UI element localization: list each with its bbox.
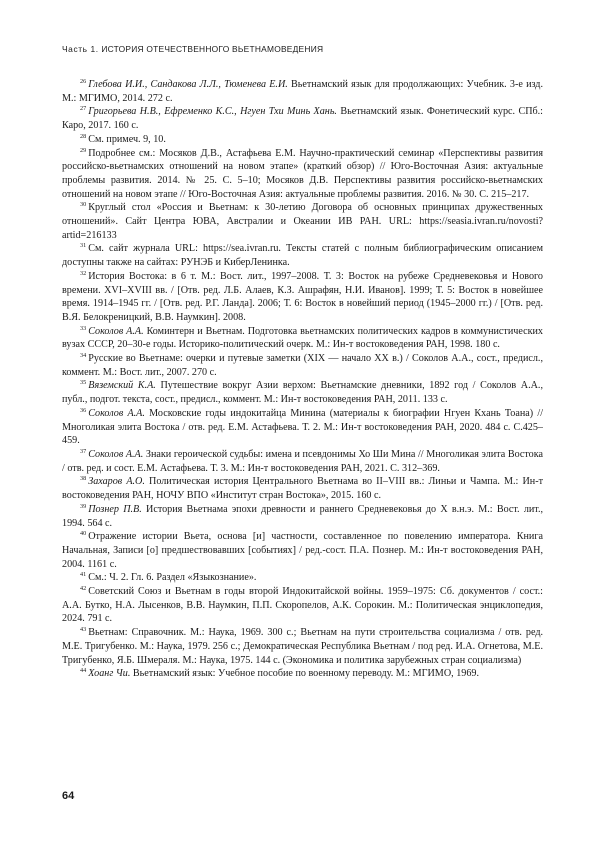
footnote-text: См.: Ч. 2. Гл. 6. Раздел «Языкознание».	[88, 572, 257, 584]
footnote-text: См. примеч. 9, 10.	[88, 133, 166, 145]
footnote	[62, 133, 543, 147]
footnote-number: 36	[80, 406, 87, 414]
footnote-author: Глебова И.И., Сандакова Л.Л., Тюменева Е.И.	[88, 79, 288, 90]
footnote-number: 43	[80, 626, 87, 634]
footnote	[62, 626, 543, 667]
footnote-author: Соколов А.А.	[88, 448, 144, 460]
footnote-author: Познер П.В.	[88, 503, 142, 515]
footnote-text: История Востока: в 6 т. М.: Вост. лит., 1997–2008. Т. 3: Восток на рубеже Средневековья и Нового времени. XVI–XVIII вв. / [Отв. ред. Л.Б. Алаев, К.З. Ашрафян, Н.И. Иванов]. 1999; Т. 5: Восток в новейшее время. 1914–1945 гг. / [Отв. ред. Р.Г. Ланда]. 2006; Т. 6: Восток в новейший период (1945–2000 гг.) / [Отв. ред. В.Я. Белокреницкий, В.В. Наумкин]. 2008.	[62, 270, 543, 323]
footnote-number: 33	[80, 324, 87, 332]
footnotes-list	[62, 78, 543, 681]
footnote-author: Захаров А.О.	[88, 476, 145, 488]
footnote	[62, 503, 543, 530]
footnote-number: 40	[80, 530, 87, 538]
footnote-number: 37	[80, 447, 87, 455]
footnote-text: История Вьетнама эпохи древности и раннего Средневековья до X в.н.э. М.: Вост. лит., 1994. 564 с.	[62, 503, 544, 529]
footnote-text: Русские во Вьетнаме: очерки и путевые заметки (XIX — начало XX в.) / Соколов А.А., сост., предисл., коммент. М.: Вост. лит., 2007. 270 с.	[62, 353, 543, 378]
footnote	[62, 585, 543, 626]
footnote-number: 31	[80, 242, 87, 250]
footnote-number: 41	[80, 571, 87, 579]
footnote-text: Круглый стол «Россия и Вьетнам: к 30-летию Договора об основных принципах дружественных отношений». Сайт Центра ЮВА, Австралии и Океании ИВ РАН. URL: https://seasia.ivran.ru/novosti?artid=216133	[62, 202, 543, 241]
footnote	[62, 270, 543, 325]
footnote-text: Вьетнамский язык: Учебное пособие по военному переводу. М.: МГИМО, 1969.	[132, 668, 479, 680]
footnote-number: 27	[80, 105, 87, 113]
footnote	[62, 325, 543, 352]
footnote	[62, 475, 543, 502]
footnote-text: Советский Союз и Вьетнам в годы второй Индокитайской войны. 1959–1975: Сб. документов / сост.: А.А. Бутко, Н.А. Лысенков, В.В. Наумкин, П.П. Скоропелов, А.К. Сорокин. М.: Политическая энциклопедия, 2024. 791 с.	[62, 586, 543, 625]
footnote-text: Отражение истории Вьета, основа [и] частности, составленное по повелению императора. Книга Начальная, Записи [о] предшествовавших [событиях] / ред.-сост. П.А. Познер. М.: Ин-т востоковедения РАН, 2004. 1161 с.	[62, 531, 543, 570]
footnote-number: 42	[80, 585, 87, 593]
footnote-text: Вьетнамский язык. Фонетический курс. СПб.: Каро, 2017. 160 с.	[62, 106, 544, 132]
footnote	[62, 407, 543, 448]
footnote-text: Вьетнам: Справочник. М.: Наука, 1969. 300 с.; Вьетнам на пути строительства социализма / отв. ред. М.Е. Тригубенко. М.: Наука, 1979. 256 с.; Демократическая Республика Вьетнам / под ред. И.А. Огнетова, М.Е. Тригубенко, Я.Б. Шмераля. М.: Наука, 1975. 144 с. (Экономика и политика зарубежных стран социализма)	[62, 627, 543, 666]
footnote-number: 39	[80, 502, 87, 510]
footnote	[62, 448, 543, 475]
footnote	[62, 105, 543, 132]
page-number: 64	[62, 790, 75, 802]
footnote	[62, 147, 543, 202]
footnote-text: Вьетнамский язык для продолжающих: Учебник. 3-е изд. М.: МГИМО, 2014. 272 с.	[62, 79, 543, 104]
footnote-number: 38	[80, 475, 87, 483]
running-header-part: Часть 1.	[62, 44, 99, 54]
footnote-text: Путешествие вокруг Азии верхом: Вьетнамские дневники, 1892 год / Соколов А.А., публ., подгот. текста, сост., предисл., коммент. М.: Ин-т востоковедения РАН, 2011. 133 с.	[62, 380, 543, 406]
footnote-number: 35	[80, 379, 87, 387]
footnote-text: Коминтерн и Вьетнам. Подготовка вьетнамских политических кадров в коммунистических вузах СССР, 20–30-е годы. Историко-политический очерк. М.: Ин-т востоковедения РАН, 1998. 180 с.	[62, 325, 543, 351]
footnote	[62, 667, 543, 681]
footnote-number: 26	[80, 78, 87, 85]
footnote-text: Подробнее см.: Мосяков Д.В., Астафьева Е.М. Научно-практический семинар «Перспективы развития российско-вьетнамских отношений на новом этапе» (краткий обзор) // Юго-Восточная Азия: актуальные проблемы развития. 2014. № 25. С. 5–10; Мосяков Д.В. Перспективы развития российско-вьетнамских отношений на новом этапе // Юго-Восточная Азия: актуальные проблемы развития. 2016. № 30. С. 215–217.	[62, 147, 543, 200]
footnote	[62, 201, 543, 242]
footnote	[62, 242, 543, 269]
footnote-author: Григорьева Н.В., Ефременко К.С., Нгуен Тхи Минь Хань.	[88, 106, 337, 118]
footnote	[62, 78, 543, 105]
footnote-number: 44	[80, 667, 87, 675]
running-header	[62, 44, 542, 54]
footnote-number: 29	[80, 146, 87, 154]
footnote	[62, 571, 543, 585]
footnote-text: Политическая история Центрального Вьетнама во II–VIII вв.: Линьи и Чампа. М.: Ин-т востоковедения РАН, НОЧУ ВПО «Институт стран Востока», 2015. 160 с.	[62, 476, 543, 502]
footnote-number: 30	[80, 201, 87, 209]
footnote-number: 34	[80, 352, 87, 360]
footnote-text: См. сайт журнала URL: https://sea.ivran.ru. Тексты статей с полным библиографическим описанием доступны также на сайтах: РУНЭБ и КиберЛенинка.	[62, 243, 543, 269]
footnote-number: 28	[80, 132, 87, 140]
footnote-number: 32	[80, 269, 87, 277]
footnote-text: Знаки героической судьбы: имена и псевдонимы Хо Ши Мина // Многоликая элита Востока / отв. ред. и сост. Е.М. Астафьева. Т. 3. М.: Ин-т востоковедения РАН, 2021. С. 312–369.	[62, 448, 543, 474]
running-header-title: ИСТОРИЯ ОТЕЧЕСТВЕННОГО ВЬЕТНАМОВЕДЕНИЯ	[101, 44, 324, 54]
footnote-author: Вяземский К.А.	[88, 380, 156, 392]
footnote-text: Московские годы индокитайца Минина (материалы к биографии Нгуен Кхань Тоана) // Многоликая элита Востока / отв. ред. Е.М. Астафьева. Т. 2. М.: Ин-т востоковедения РАН, 2020. 484 с. С.425–459.	[62, 407, 544, 447]
footnote-author: Соколов А.А.	[88, 407, 145, 419]
footnote	[62, 530, 543, 571]
footnote	[62, 379, 543, 406]
footnote-author: Соколов А.А.	[88, 325, 144, 337]
footnote-author: Хоанг Чи.	[88, 668, 131, 680]
footnote	[62, 352, 543, 379]
